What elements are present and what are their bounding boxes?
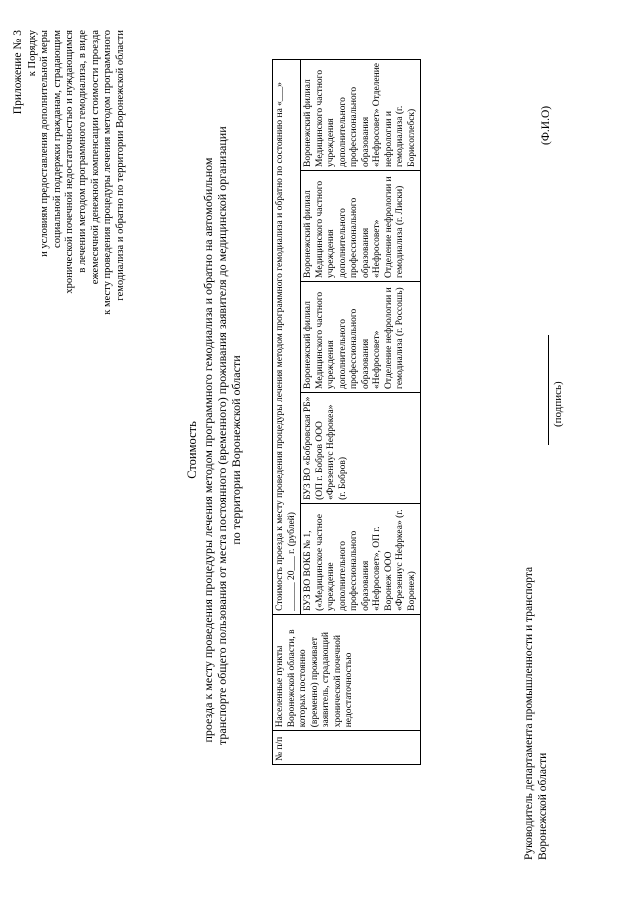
cost-table xyxy=(272,59,421,765)
col-locality-header: Населенные пункты Воронежской области, в которых постоянно (временно) проживает заявитель, страдающий хронической почечной недостаточностью xyxy=(273,614,421,730)
clinic-cell: Воронежский филиал Медицинского частного учреждения дополнительного профессионального образования «Нефросовет» Отделение нефрологии и гемодиализа (г. Россошь) xyxy=(301,281,421,392)
header-line: ежемесячной денежной компенсации стоимости проезда xyxy=(89,30,101,285)
clinic-cell: БУЗ ВО ВОКБ № 1, («Медицинское частное учреждение дополнительного профессионального образования «Нефросовет», ОП г. Воронеж ООО «Фрезениус Нефркеа» (г. Воронеж) xyxy=(301,503,421,614)
signer-title-line1: Руководитель департамента промышленности и транспорта xyxy=(523,566,535,860)
header-line: в лечении методом программного гемодиализа, в виде xyxy=(76,30,88,273)
signature-block xyxy=(522,567,550,860)
clinic-cell: Воронежский филиал Медицинского частного учреждения дополнительного профессионального образования «Нефросовет» Отделение нефрологии и гемодиализа (г. Борисоглебск) xyxy=(301,60,421,171)
header-line: к месту проведения процедуры лечения методом программного xyxy=(102,30,114,315)
table-header-row xyxy=(273,60,301,765)
title-line: транспорте общего пользования от места постоянного (временного) проживания заявителя до медицинской организации xyxy=(215,126,229,745)
header-line: и условиям предоставления дополнительной меры xyxy=(39,30,51,257)
title-line: проезда к месту проведения процедуры лечения методом программного гемодиализа и обратно на автомобильном xyxy=(201,157,215,743)
name-caption: (Ф.И.О) xyxy=(540,105,552,145)
title-line: по территории Воронежской области xyxy=(229,355,243,545)
signer-title-line2: Воронежской области xyxy=(537,752,549,860)
signature-caption: (подпись) xyxy=(552,381,564,427)
clinic-cell: Воронежский филиал Медицинского частного учреждения дополнительного профессионального образования «Нефросовет» Отделение нефрологии и гемодиализа (г. Лиски) xyxy=(301,171,421,282)
appendix-number: Приложение № 3 xyxy=(12,30,24,115)
title-heading: Стоимость xyxy=(185,421,199,479)
header-line: социальной поддержки гражданам, страдающим xyxy=(51,30,63,248)
appendix-header xyxy=(12,30,127,500)
col-cost-header: Стоимость проезда к месту проведения процедуры лечения методом программного гемодиализа и обратно по состоянию на «___» ______ 20___ г. (рублей) xyxy=(273,60,301,615)
header-line: хронической почечной недостаточностью и нуждающимся xyxy=(64,30,76,294)
col-number-header: № п/п xyxy=(273,731,421,765)
header-line: к Порядку xyxy=(26,30,38,77)
clinic-cell: БУЗ ВО «Бобровская РБ» (ОП г. Бобров ООО «Фрезениус Нефрокеа» (г. Бобров) xyxy=(301,392,421,503)
signature-line xyxy=(548,335,549,445)
header-line: гемодиализа и обратно по территории Воронежской области xyxy=(114,30,126,301)
document-title xyxy=(185,126,243,745)
